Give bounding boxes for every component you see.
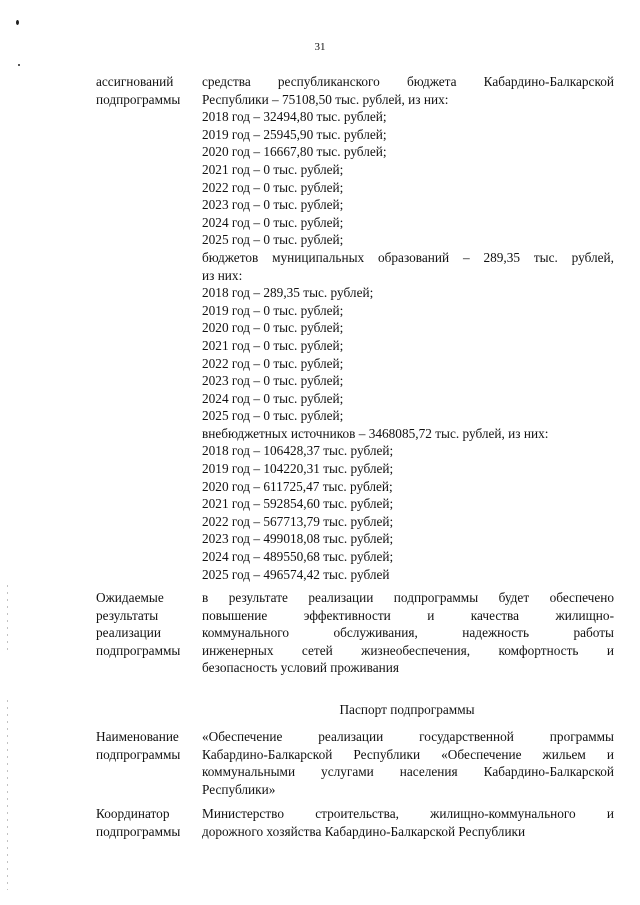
- content-line: из них:: [202, 267, 243, 283]
- content-line: 2020 год – 611725,47 тыс. рублей;: [202, 478, 393, 494]
- subprogram-name-content: [202, 728, 614, 798]
- label-line: подпрограммы: [96, 823, 181, 839]
- content-line: в результате реализации подпрограммы будет обеспечено: [202, 590, 614, 605]
- content-line: 2025 год – 496574,42 тыс. рублей: [202, 566, 390, 582]
- content-line: 2021 год – 0 тыс. рублей;: [202, 337, 344, 353]
- expected-results-content: [202, 589, 614, 677]
- content-line: Республики»: [202, 781, 276, 797]
- content-line: 2018 год – 289,35 тыс. рублей;: [202, 285, 374, 301]
- content-line: внебюджетных источников – 3468085,72 тыс. рублей, из них:: [202, 425, 549, 441]
- label-line: Наименование: [96, 729, 179, 744]
- content-line: Министерство строительства, жилищно-коммунального и: [202, 806, 614, 821]
- label-line: подпрограммы: [96, 642, 181, 658]
- content-line: 2021 год – 592854,60 тыс. рублей;: [202, 496, 394, 512]
- content-line: «Обеспечение реализации государственной программы: [202, 729, 614, 744]
- coordinator-row: [96, 805, 614, 840]
- allocations-label: [96, 73, 202, 583]
- content-line: 2022 год – 0 тыс. рублей;: [202, 355, 344, 371]
- content-line: безопасность условий проживания: [202, 660, 399, 676]
- content-line: 2024 год – 489550,68 тыс. рублей;: [202, 549, 394, 565]
- content-line: 2019 год – 25945,90 тыс. рублей;: [202, 126, 387, 142]
- label-line: результаты: [96, 607, 159, 623]
- content-line: 2021 год – 0 тыс. рублей;: [202, 161, 344, 177]
- content-line: средства республиканского бюджета Кабардино-Балкарской: [202, 74, 614, 89]
- label-line: подпрограммы: [96, 91, 181, 107]
- content-line: 2024 год – 0 тыс. рублей;: [202, 390, 344, 406]
- content-line: бюджетов муниципальных образований – 289,35 тыс. рублей,: [202, 249, 614, 265]
- content-line: повышение эффективности и качества жилищно-: [202, 607, 614, 623]
- content-line: 2018 год – 32494,80 тыс. рублей;: [202, 109, 387, 125]
- label-line: подпрограммы: [96, 746, 181, 762]
- allocations-content: [202, 73, 614, 583]
- content-line: 2019 год – 104220,31 тыс. рублей;: [202, 461, 394, 477]
- scan-mark: [16, 20, 19, 25]
- content-line: 2023 год – 499018,08 тыс. рублей;: [202, 531, 394, 547]
- content-line: 2020 год – 0 тыс. рублей;: [202, 320, 344, 336]
- content-line: 2025 год – 0 тыс. рублей;: [202, 232, 344, 248]
- scan-dot: [18, 64, 20, 66]
- content-line: 2023 год – 0 тыс. рублей;: [202, 197, 344, 213]
- expected-results-label: [96, 589, 202, 677]
- subprogram-name-label: [96, 728, 202, 798]
- content-line: коммунальными услугами населения Кабардино-Балкарской: [202, 764, 614, 780]
- label-line: реализации: [96, 625, 161, 641]
- allocations-row: [96, 73, 614, 583]
- content-line: коммунального обслуживания, надежность работы: [202, 625, 614, 641]
- subprogram-name-row: [96, 728, 614, 798]
- content-line: инженерных сетей жизнеобеспечения, комфортность и: [202, 642, 614, 658]
- coordinator-content: [202, 805, 614, 840]
- content-line: Кабардино-Балкарской Республики «Обеспечение жильем и: [202, 746, 614, 762]
- scan-edge-artifact: [7, 585, 8, 655]
- content-line: 2024 год – 0 тыс. рублей;: [202, 214, 344, 230]
- section-title: Паспорт подпрограммы: [339, 702, 475, 717]
- content-line: Республики – 75108,50 тыс. рублей, из них:: [202, 91, 449, 107]
- label-line: ассигнований: [96, 74, 174, 89]
- label-line: Ожидаемые: [96, 590, 164, 605]
- content-line: 2019 год – 0 тыс. рублей;: [202, 302, 344, 318]
- content-line: 2020 год – 16667,80 тыс. рублей;: [202, 144, 387, 160]
- content-line: 2018 год – 106428,37 тыс. рублей;: [202, 443, 394, 459]
- expected-results-row: [96, 589, 614, 677]
- page-number: 31: [314, 41, 326, 53]
- scan-edge-artifact: [7, 700, 8, 890]
- content-line: 2022 год – 0 тыс. рублей;: [202, 179, 344, 195]
- content-line: 2023 год – 0 тыс. рублей;: [202, 373, 344, 389]
- content-line: дорожного хозяйства Кабардино-Балкарской Республики: [202, 823, 526, 839]
- content-line: 2022 год – 567713,79 тыс. рублей;: [202, 513, 394, 529]
- label-line: Координатор: [96, 806, 170, 821]
- coordinator-label: [96, 805, 202, 840]
- content-line: 2025 год – 0 тыс. рублей;: [202, 408, 344, 424]
